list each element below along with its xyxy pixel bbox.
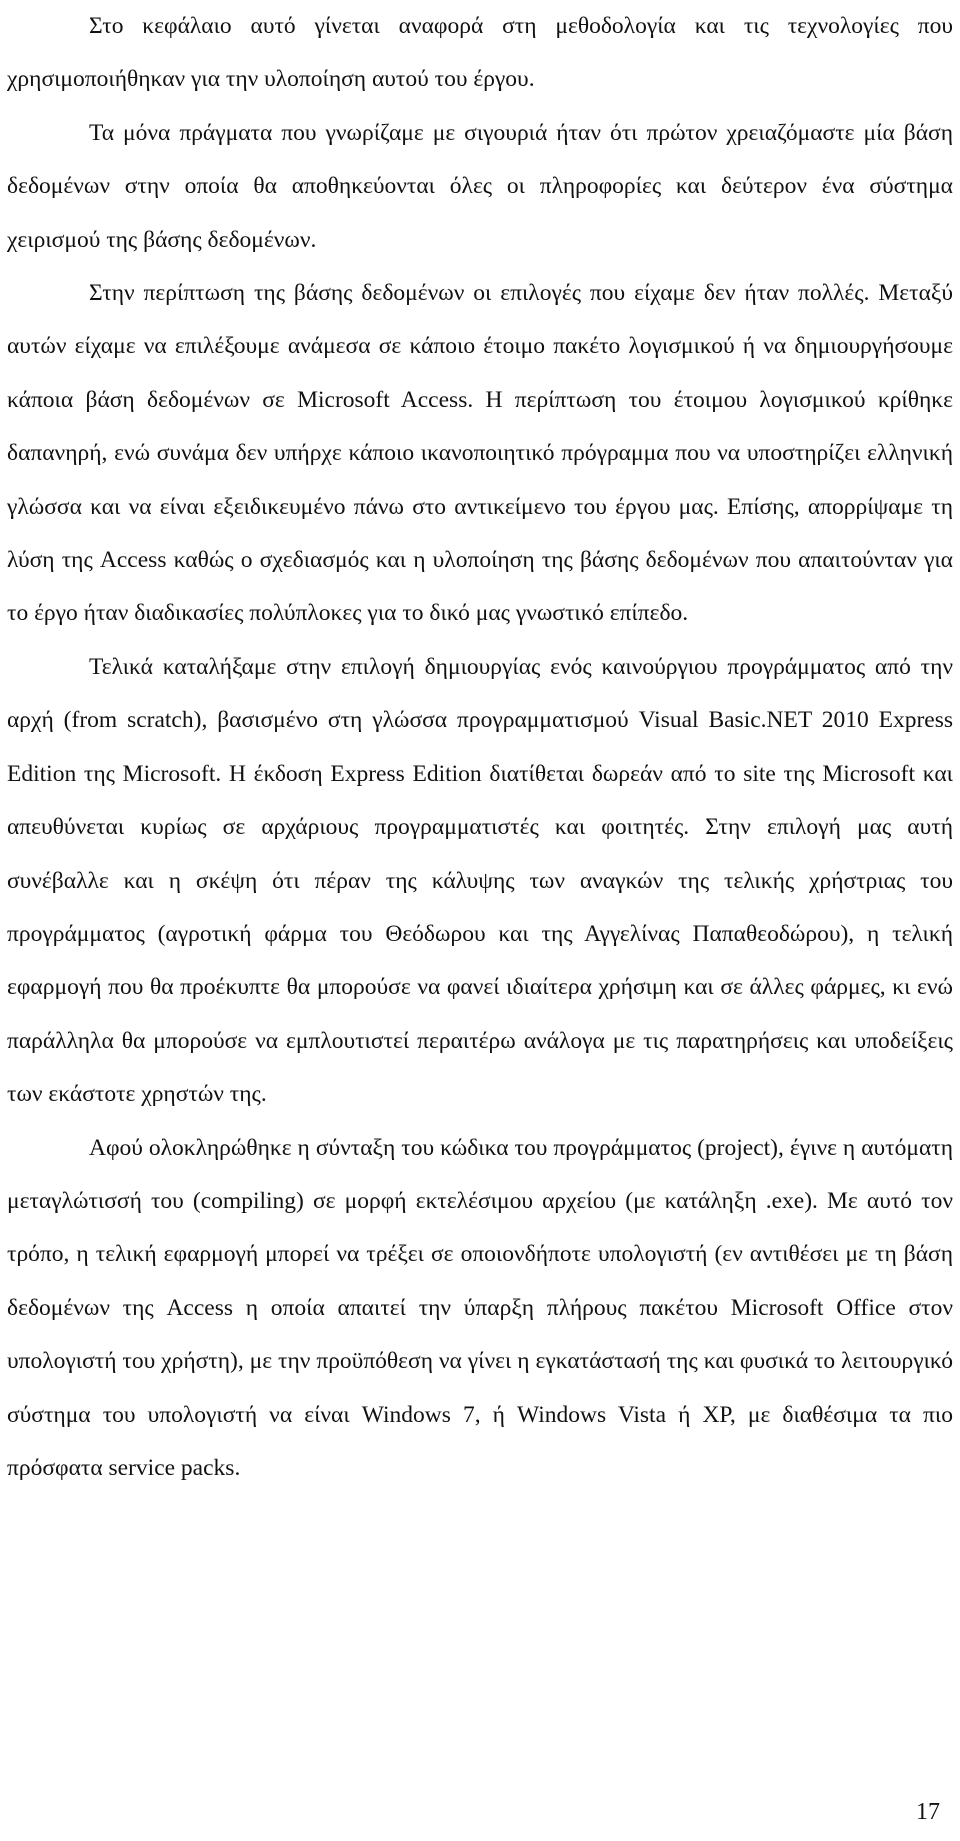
paragraph-requirements: Τα μόνα πράγματα που γνωρίζαμε με σιγουριά ήταν ότι πρώτον χρειαζόμαστε μία βάση δεδομένων στην οποία θα αποθηκεύονται όλες οι πληροφορίες και δεύτερον ένα σύστημα χειρισμού της βάσης δεδομένων. — [7, 119, 953, 253]
body-text — [7, 0, 953, 1495]
paragraph-database-options: Στην περίπτωση της βάσης δεδομένων οι επιλογές που είχαμε δεν ήταν πολλές. Μεταξύ αυτών είχαμε να επιλέξουμε ανάμεσα σε κάποιο έτοιμο πακέτο λογισμικού ή να δημιουργήσουμε κάποια βάση δεδομένων σε Microsoft Access. Η περίπτωση του έτοιμου λογισμικού κρίθηκε δαπανηρή, ενώ συνάμα δεν υπήρχε κάποιο ικανοποιητικό πρόγραμμα που να υποστηρίζει ελληνική γλώσσα και να είναι εξειδικευμένο πάνω στο αντικείμενο του έργου μας. Επίσης, απορρίψαμε τη λύση της Access καθώς ο σχεδιασμός και η υλοποίηση της βάσης δεδομένων που απαιτούνταν για το έργο ήταν διαδικασίες πολύπλοκες για το δικό μας γνωστικό επίπεδο. — [7, 280, 953, 627]
paragraph-final-choice: Τελικά καταλήξαμε στην επιλογή δημιουργίας ενός καινούργιου προγράμματος από την αρχή (from scratch), βασισμένο στη γλώσσα προγραμματισμού Visual Basic.NET 2010 Express Edition της Microsoft. Η έκδοση Express Edition διατίθεται δωρεάν από το site της Microsoft και απευθύνεται κυρίως σε αρχάριους προγραμματιστές και φοιτητές. Στην επιλογή μας αυτή συνέβαλλε και η σκέψη ότι πέραν της κάλυψης των αναγκών της τελικής χρήστριας του προγράμματος (αγροτική φάρμα του Θεόδωρου και της Αγγελίνας Παπαθεοδώρου), η τελική εφαρμογή που θα προέκυπτε θα μπορούσε να φανεί ιδιαίτερα χρήσιμη και σε άλλες φάρμες, κι ενώ παράλληλα θα μπορούσε να εμπλουτιστεί περαιτέρω ανάλογα με τις παρατηρήσεις και υποδείξεις των εκάστοτε χρηστών της. — [7, 653, 953, 1108]
paragraph-intro: Στο κεφάλαιο αυτό γίνεται αναφορά στη μεθοδολογία και τις τεχνολογίες που χρησιμοποιήθηκαν για την υλοποίηση αυτού του έργου. — [7, 13, 953, 93]
paragraph-compilation: Αφού ολοκληρώθηκε η σύνταξη του κώδικα του προγράμματος (project), έγινε η αυτόματη μεταγλώτισσή του (compiling) σε μορφή εκτελέσιμου αρχείου (με κατάληξη .exe). Με αυτό τον τρόπο, η τελική εφαρμογή μπορεί να τρέξει σε οποιονδήποτε υπολογιστή (εν αντιθέσει με τη βάση δεδομένων της Access η οποία απαιτεί την ύπαρξη πλήρους πακέτου Microsoft Office στον υπολογιστή του χρήστη), με την προϋπόθεση να γίνει η εγκατάστασή της και φυσικά το λειτουργικό σύστημα του υπολογιστή να είναι Windows 7, ή Windows Vista ή XP, με διαθέσιμα τα πιο πρόσφατα service packs. — [7, 1134, 953, 1481]
page-number: 17 — [916, 1799, 940, 1825]
